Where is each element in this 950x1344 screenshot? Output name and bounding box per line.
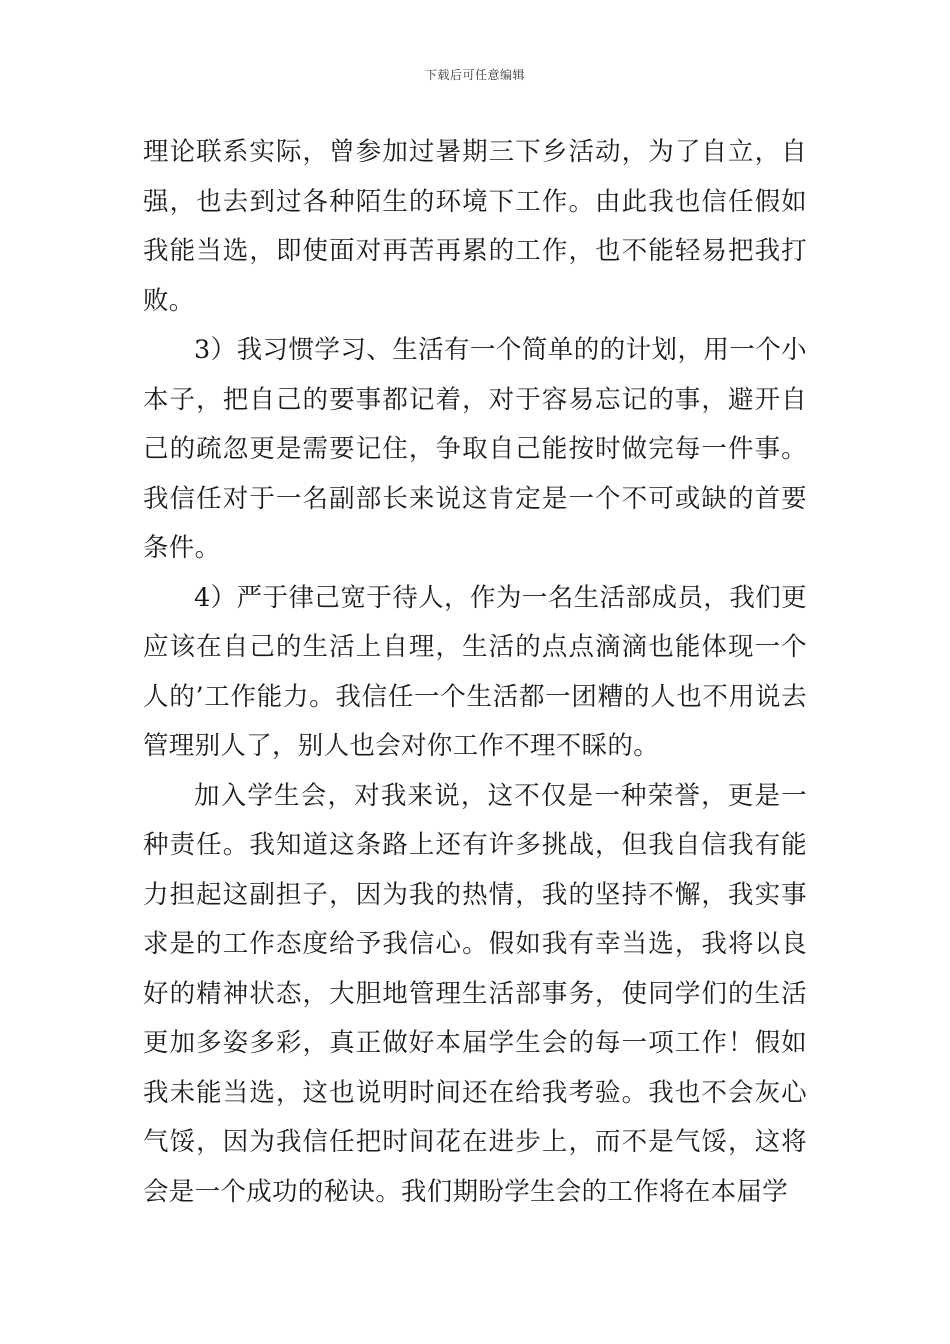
page-header: 下载后可任意编辑 — [424, 68, 525, 82]
paragraph-item-3: 3）我习惯学习、生活有一个简单的的计划，用一个小本子，把自己的要事都记着，对于容易忘记的事，避开自己的疏忽更是需要记住，争取自己能按时做完每一件事。我信任对于一名副部长来说这肯定是一个不可或缺的首要条件。 — [143, 335, 807, 563]
paragraph-item-4: 4）严于律己宽于待人，作为一名生活部成员，我们更应该在自己的生活上自理，生活的点点滴滴也能体现一个人的’工作能力。我信任一个生活都一团糟的人也不用说去管理别人了，别人也会对你工作不理不睬的。 — [143, 582, 807, 761]
paragraph-continued: 理论联系实际，曾参加过暑期三下乡活动，为了自立，自强，也去到过各种陌生的环境下工作。由此我也信任假如我能当选，即使面对再苦再累的工作，也不能轻易把我打败。 — [143, 137, 807, 316]
paragraph-conclusion: 加入学生会，对我来说，这不仅是一种荣誉，更是一种责任。我知道这条路上还有许多挑战，但我自信我有能力担起这副担子，因为我的热情，我的坚持不懈，我实事求是的工作态度给予我信心。假如我有幸当选，我将以良好的精神状态，大胆地管理生活部事务，使同学们的生活更加多姿多彩，真正做好本届学生会的每一项工作！假如我未能当选，这也说明时间还在给我考验。我也不会灰心气馁，因为我信任把时间花在进步上，而不是气馁，这将会是一个成功的秘诀。我们期盼学生会的工作将在本届学 — [143, 780, 807, 1207]
document-body — [143, 128, 807, 1217]
